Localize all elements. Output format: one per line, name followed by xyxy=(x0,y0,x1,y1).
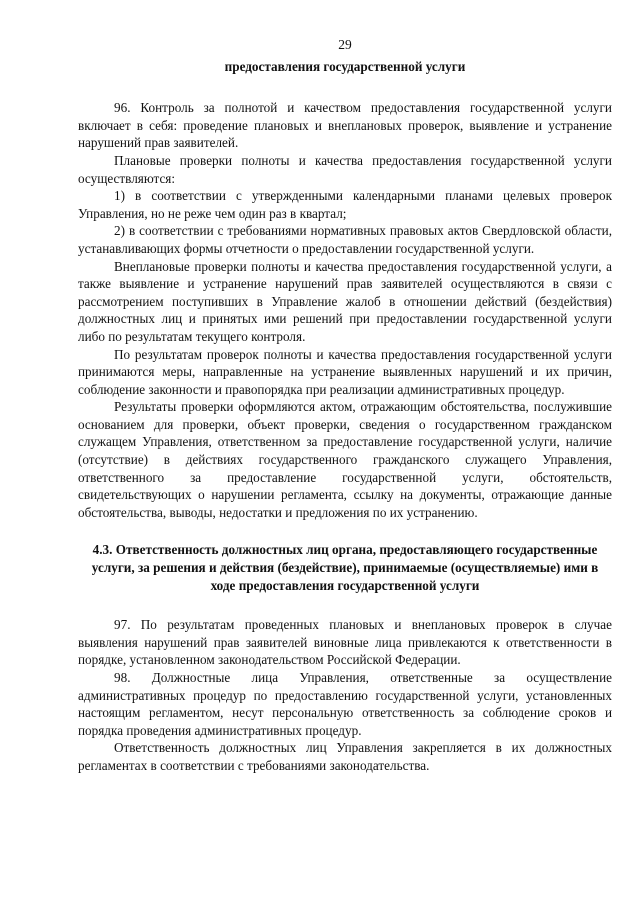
continued-heading: предоставления государственной услуги xyxy=(224,58,466,74)
paragraph-responsibility: Ответственность должностных лиц Управления закрепляется в их должностных регламентах в соответствии с требованиями законодательства. xyxy=(78,740,612,773)
paragraph-98: 98. Должностные лица Управления, ответственные за осуществление административных процедур по предоставлению государственной услуги, установленных настоящим регламентом, несут персональную ответственность за соблюдение сроков и порядка проведения административных процедур. xyxy=(78,670,612,738)
section-title-4-3: 4.3. Ответственность должностных лиц органа, предоставляющего государственные услуги, за решения и действия (бездействие), принимаемые (осуществляемые) ими в ходе предоставления государственной услуги xyxy=(91,542,599,593)
page-number: 29 xyxy=(338,37,352,52)
paragraph-check-results-act: Результаты проверки оформляются актом, отражающим обстоятельства, послужившие основанием для проверки, объект проверки, сведения о государственном гражданском служащем Управления, ответственном за предоставление государственной услуги, наличие (отсутствие) в действиях государственного гражданского служащего Управления, ответственного за предоставление государственной услуги, обстоятельств, свидетельствующих о нарушении регламента, ссылку на документы, отражающие данные обстоятельства, выводы, недостатки и предложения по их устранению. xyxy=(78,399,612,520)
document-page xyxy=(78,36,612,775)
paragraph-96: 96. Контроль за полнотой и качеством предоставления государственной услуги включает в себя: проведение плановых и внеплановых проверок, выявление и устранение нарушений прав заявителей. xyxy=(78,100,612,151)
paragraph-unplanned-checks: Внеплановые проверки полноты и качества предоставления государственной услуги, а также выявление и устранение нарушений прав заявителей осуществляются в связи с рассмотрением поступивших в Управление жалоб в отношении действий (бездействия) должностных лиц и принятых ими решений при предоставлении государственной услуги либо по результатам текущего контроля. xyxy=(78,258,612,344)
paragraph-97: 97. По результатам проведенных плановых и внеплановых проверок в случае выявления нарушений прав заявителей виновные лица привлекаются к ответственности в порядке, установленном законодательством Российской Федерации. xyxy=(78,617,612,668)
paragraph-item-2: 2) в соответствии с требованиями нормативных правовых актов Свердловской области, устанавливающих формы отчетности о предоставлении государственной услуги. xyxy=(78,223,612,256)
paragraph-item-1: 1) в соответствии с утвержденными календарными планами целевых проверок Управления, но не реже чем один раз в квартал; xyxy=(78,188,612,221)
paragraph-planned-checks: Плановые проверки полноты и качества предоставления государственной услуги осуществляются: xyxy=(78,152,612,186)
paragraph-check-results-measures: По результатам проверок полноты и качества предоставления государственной услуги принимаются меры, направленные на устранение выявленных нарушений и их причин, соблюдение законности и правопорядка при реализации административных процедур. xyxy=(78,346,612,397)
